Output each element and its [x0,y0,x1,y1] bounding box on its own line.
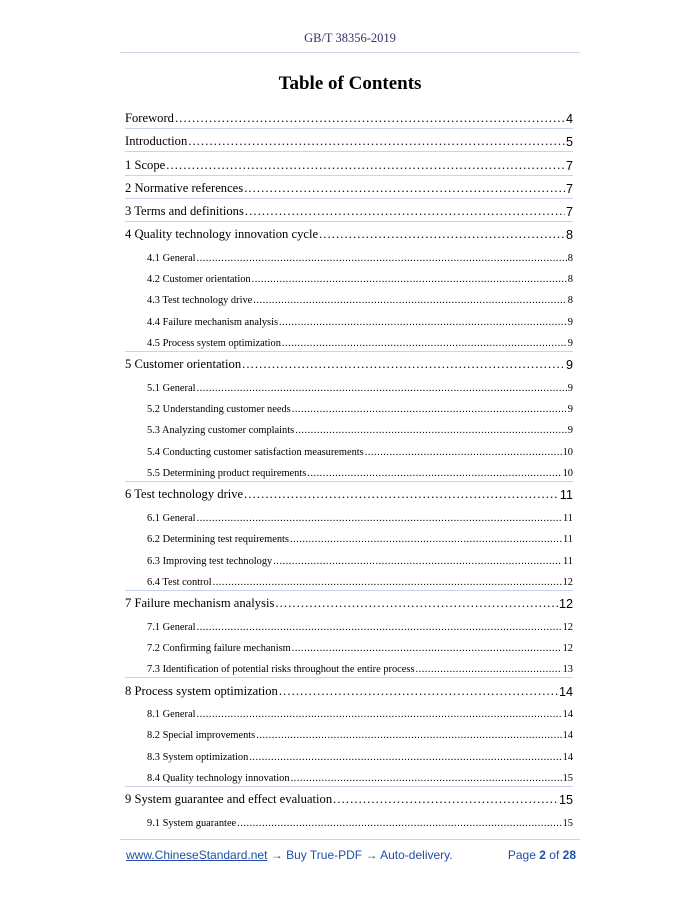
toc-entry-page: 9 [567,404,573,416]
dot-leader [365,447,562,458]
toc-entry-page: 5 [565,135,573,150]
dot-leader [188,134,565,149]
toc-entry-title: 9 System guarantee and effect evaluation [125,792,333,807]
dot-leader [416,664,562,675]
toc-entry-page: 13 [562,664,573,676]
toc-entry-page: 8 [567,252,573,264]
toc-subentry[interactable] [125,375,573,396]
toc-entry-page: 10 [562,446,573,458]
dot-leader [307,468,561,479]
toc-entry-title: Introduction [125,134,188,149]
toc-entry[interactable] [125,482,573,505]
toc-subentry[interactable] [125,309,573,330]
dot-leader [253,295,567,306]
dot-leader [290,534,562,545]
toc-entry[interactable] [125,787,573,810]
page-footer [126,848,576,862]
toc-entry-page: 9 [567,316,573,328]
table-of-contents [125,106,573,832]
toc-entry-page: 15 [562,773,573,785]
dot-leader [244,181,565,196]
toc-entry-page: 9 [567,338,573,350]
toc-entry-title: 4.5 Process system optimization [147,338,281,350]
toc-subentry[interactable] [125,397,573,418]
toc-entry-title: 6.4 Test control [147,576,212,588]
toc-entry-title: 5.4 Conducting customer satisfaction measurements [147,446,364,458]
footer-promo [126,848,453,862]
dot-leader [282,338,567,349]
dot-leader [175,111,565,126]
toc-entry-page: 12 [562,576,573,588]
toc-entry-page: 9 [567,425,573,437]
toc-entry-page: 9 [565,358,573,373]
page-total: 28 [562,848,576,862]
toc-entry-page: 12 [562,621,573,633]
dot-leader [249,752,561,763]
dot-leader [292,404,567,415]
page-of: of [549,848,560,862]
toc-entry-title: 4.2 Customer orientation [147,273,251,285]
toc-entry-page: 8 [567,273,573,285]
dot-leader [196,513,562,524]
running-header: GB/T 38356-2019 [304,31,396,45]
dot-leader [244,487,559,502]
toc-subentry[interactable] [125,810,573,831]
toc-entry-title: 3 Terms and definitions [125,203,244,218]
footer-divider [120,839,580,840]
toc-entry-page: 10 [562,468,573,480]
toc-subentry[interactable] [125,331,573,352]
toc-entry-page: 7 [565,204,573,219]
toc-entry-page: 7 [565,158,573,173]
toc-subentry[interactable] [125,744,573,765]
toc-entry-title: 4.4 Failure mechanism analysis [147,316,279,328]
toc-entry-title: Foreword [125,111,174,126]
dot-leader [279,684,558,699]
dot-leader [295,425,567,436]
toc-entry[interactable] [125,352,573,375]
toc-entry-page: 14 [562,708,573,720]
toc-entry-page: 15 [562,817,573,829]
toc-entry-title: 4 Quality technology innovation cycle [125,227,319,242]
toc-entry-title: 8.1 General [147,708,196,720]
dot-leader [319,227,565,242]
toc-entry-page: 11 [562,512,573,524]
toc-entry[interactable] [125,591,573,614]
dot-leader [273,556,562,567]
toc-entry-title: 6.2 Determining test requirements [147,534,289,546]
toc-entry-title: 7.2 Confirming failure mechanism [147,642,291,654]
toc-entry-page: 12 [558,597,573,612]
toc-entry[interactable] [125,222,573,245]
dot-leader [196,383,566,394]
toc-entry-page: 14 [558,684,573,699]
toc-entry[interactable] [125,129,573,152]
dot-leader [291,773,562,784]
toc-entry-page: 15 [558,793,573,808]
dot-leader [292,643,562,654]
toc-subentry[interactable] [125,245,573,266]
page-current: 2 [539,848,546,862]
toc-entry-title: 8 Process system optimization [125,683,278,698]
toc-subentry[interactable] [125,548,573,569]
toc-entry-page: 9 [567,382,573,394]
toc-entry-page: 11 [562,555,573,567]
toc-entry-page: 11 [559,488,573,503]
toc-subentry[interactable] [125,418,573,439]
toc-entry-title: 1 Scope [125,157,166,172]
toc-entry-page: 8 [565,228,573,243]
toc-entry-title: 4.3 Test technology drive [147,295,253,307]
site-link[interactable]: www.ChineseStandard.net [126,848,268,862]
dot-leader [166,158,565,173]
toc-entry-title: 5.3 Analyzing customer complaints [147,425,295,437]
dot-leader [242,357,565,372]
toc-entry-title: 6 Test technology drive [125,487,244,502]
toc-entry[interactable] [125,176,573,199]
dot-leader [279,317,567,328]
toc-entry-page: 14 [562,730,573,742]
page-label: Page [507,848,536,862]
toc-entry-title: 7 Failure mechanism analysis [125,596,275,611]
toc-subentry[interactable] [125,505,573,526]
toc-entry-page: 7 [565,181,573,196]
toc-entry-title: 7.1 General [147,621,196,633]
toc-entry[interactable] [125,678,573,701]
toc-entry-title: 5 Customer orientation [125,357,242,372]
page-indicator [508,848,576,862]
toc-subentry[interactable] [125,288,573,309]
toc-subentry[interactable] [125,267,573,288]
toc-entry-title: 8.3 System optimization [147,751,249,763]
toc-subentry[interactable] [125,657,573,678]
dot-leader [196,622,561,633]
toc-entry-title: 5.2 Understanding customer needs [147,404,291,416]
toc-subentry[interactable] [125,723,573,744]
toc-entry-page: 11 [562,534,573,546]
toc-subentry[interactable] [125,636,573,657]
toc-entry[interactable] [125,106,573,129]
promo-text: → Buy True-PDF → Auto-delivery. [270,848,453,862]
toc-entry-page: 12 [562,642,573,654]
dot-leader [333,792,558,807]
toc-entry[interactable] [125,152,573,175]
toc-entry-title: 8.4 Quality technology innovation [147,773,290,785]
toc-subentry[interactable] [125,527,573,548]
toc-entry-title: 8.2 Special improvements [147,730,256,742]
dot-leader [256,730,561,741]
dot-leader [252,274,567,285]
toc-entry-page: 14 [562,751,573,763]
toc-entry-title: 2 Normative references [125,180,244,195]
dot-leader [196,709,561,720]
toc-subentry[interactable] [125,702,573,723]
dot-leader [275,596,558,611]
page-title: Table of Contents [278,73,422,94]
dot-leader [245,204,565,219]
toc-entry[interactable] [125,199,573,222]
toc-entry-page: 4 [565,112,573,127]
dot-leader [196,253,566,264]
toc-entry-title: 9.1 System guarantee [147,817,237,829]
toc-entry-title: 6.3 Improving test technology [147,555,273,567]
toc-subentry[interactable] [125,570,573,591]
toc-entry-title: 6.1 General [147,512,196,524]
toc-subentry[interactable] [125,439,573,460]
toc-entry-title: 4.1 General [147,252,196,264]
dot-leader [213,577,562,588]
toc-subentry[interactable] [125,766,573,787]
dot-leader [237,818,561,829]
toc-entry-title: 5.1 General [147,382,196,394]
header-divider [120,52,580,53]
toc-subentry[interactable] [125,461,573,482]
toc-entry-title: 5.5 Determining product requirements [147,468,307,480]
toc-entry-title: 7.3 Identification of potential risks throughout the entire process [147,664,415,676]
toc-entry-page: 8 [567,295,573,307]
toc-subentry[interactable] [125,614,573,635]
